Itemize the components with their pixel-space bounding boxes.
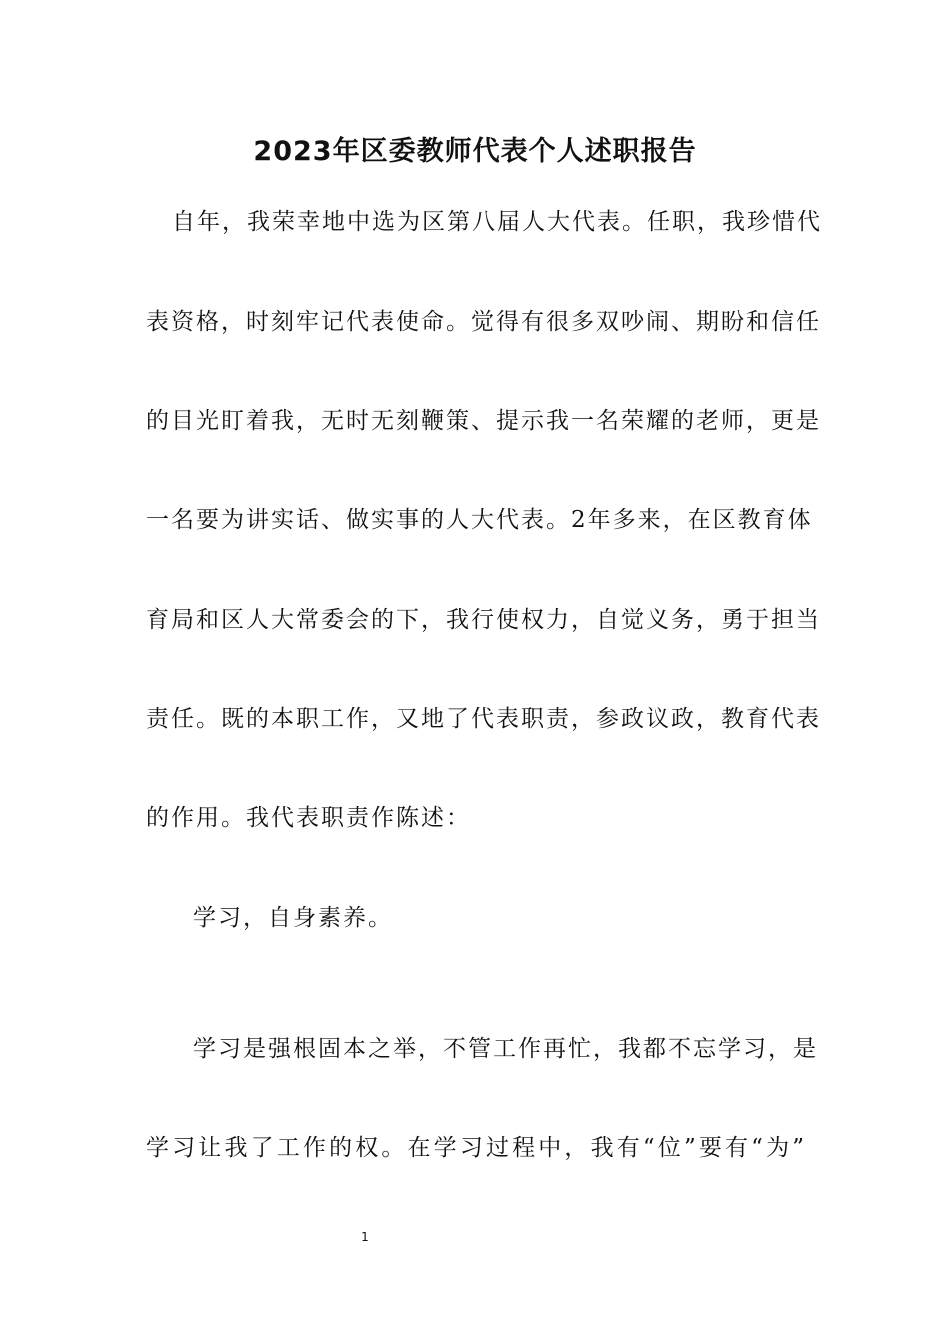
paragraph-line: 育局和区人大常委会的下，我行使权力，自觉义务，勇于担当 — [146, 607, 821, 633]
page-number: 1 — [361, 1230, 369, 1244]
paragraph-line: 责任。既的本职工作，又地了代表职责，参政议政，教育代表 — [146, 706, 821, 732]
paragraph-line: 的作用。我代表职责作陈述： — [146, 805, 471, 831]
paragraph-line: 学习是强根固本之举，不管工作再忙，我都不忘学习，是 — [193, 1036, 818, 1062]
section-heading: 学习，自身素养。 — [193, 905, 393, 931]
document-title: 2023年区委教师代表个人述职报告 — [253, 136, 697, 167]
paragraph-line: 表资格，时刻牢记代表使命。觉得有很多双吵闹、期盼和信任 — [146, 309, 821, 335]
paragraph-line: 的目光盯着我，无时无刻鞭策、提示我一名荣耀的老师，更是 — [146, 408, 821, 434]
paragraph-line: 一名要为讲实话、做实事的人大代表。2年多来，在区教育体 — [146, 507, 813, 533]
paragraph-line: 学习让我了工作的权。在学习过程中，我有“位”要有“为” — [146, 1135, 806, 1161]
paragraph-line: 自年，我荣幸地中选为区第八届人大代表。任职，我珍惜代 — [172, 209, 822, 235]
